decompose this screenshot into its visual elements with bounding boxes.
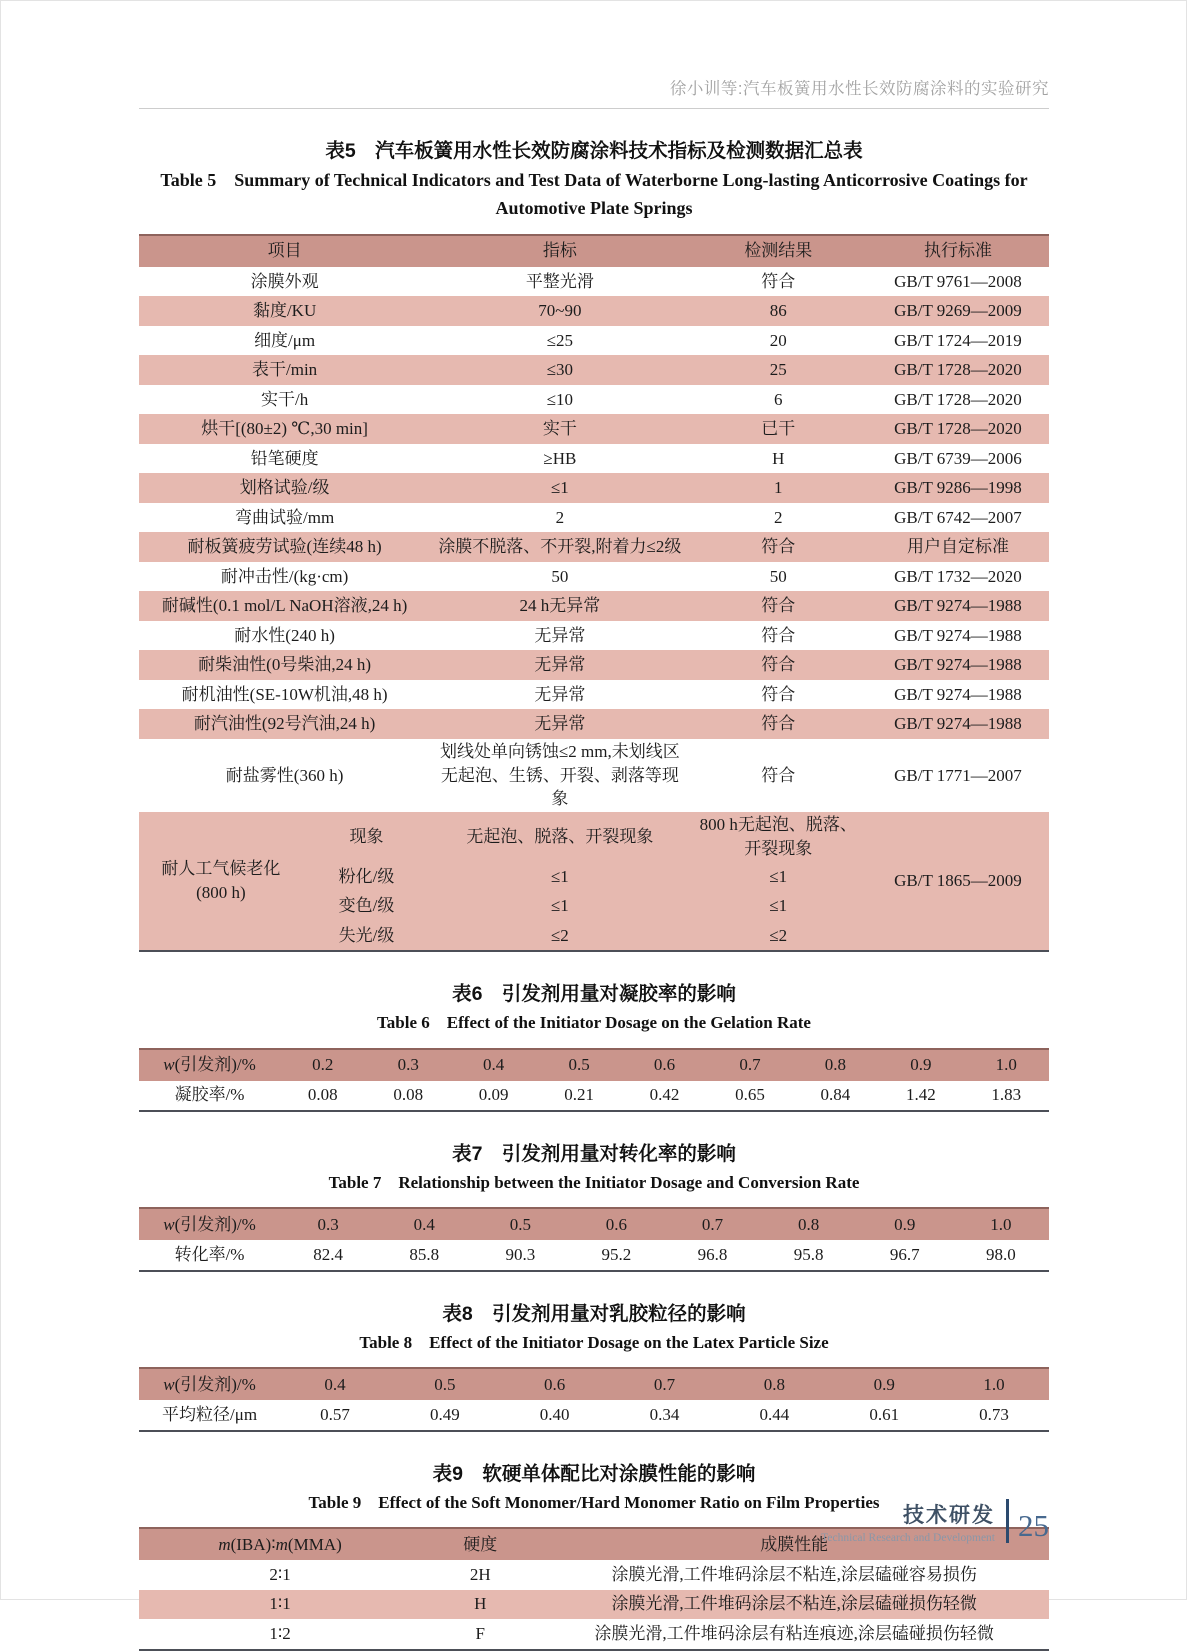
table-cell: 0.8 [761,1208,857,1240]
table-cell: GB/T 9761—2008 [894,271,1022,291]
table-cell: 实干/h [260,389,309,409]
table-cell: GB/T 9286—1998 [867,473,1049,503]
table9 [139,1527,1049,1651]
table-cell: 划格试验/级 [139,473,430,503]
table-cell: 2 [774,507,783,527]
table-cell: 成膜性能 [539,1528,1049,1560]
table-cell: 0.40 [539,1405,570,1425]
table-cell: 无异常 [534,684,586,704]
table-cell: GB/T 6742—2007 [894,507,1022,527]
table-cell: 85.8 [409,1245,440,1265]
table-cell: 1∶2 [269,1623,291,1643]
table-cell: 无异常 [430,650,689,680]
variable-symbol: m [218,1534,231,1554]
table-cell: 0.9 [857,1208,953,1240]
table5-row [139,591,1049,621]
variable-symbol: m [275,1534,288,1554]
table5-row [139,473,1049,503]
table-cell: 1.0 [953,1208,1049,1240]
table-cell: 0.6 [568,1208,664,1240]
table8-header-row [139,1368,1049,1400]
table-cell: ≤25 [546,330,574,350]
table7-title-cn: 表7 引发剂用量对转化率的影响 [452,1143,736,1166]
table-cell: 0.5 [390,1368,500,1400]
table-cell: 硬度 [421,1528,539,1560]
table-cell: ≤2 [690,921,867,952]
table-cell: 1.0 [964,1049,1049,1081]
table-cell: 96.8 [697,1245,728,1265]
table-cell: 0.9 [829,1368,939,1400]
table5-row [139,503,1049,533]
table9-title-cn: 表9 软硬单体配比对涂膜性能的影响 [432,1462,756,1485]
table-cell: ≤10 [546,389,574,409]
table-cell: 0.9 [878,1049,963,1081]
table-cell: F [475,1623,485,1643]
table-cell: 0.65 [735,1085,765,1105]
table5-row [139,326,1049,356]
table-cell: 耐盐雾性(360 h) [225,765,344,785]
table-cell: 1.0 [939,1368,1049,1400]
table-cell: 0.8 [793,1049,878,1081]
table-cell: 0.5 [536,1049,621,1081]
table-cell: 1.42 [905,1085,936,1105]
table-cell: 0.7 [610,1368,720,1400]
table-cell: GB/T 1732—2020 [894,566,1022,586]
table-cell: 涂膜光滑,工件堆码涂层不粘连,涂层磕碰容易损伤 [611,1564,977,1584]
table-cell: 变色/级 [303,891,430,921]
table-cell: 细度/μm [254,330,316,350]
table-cell: 0.7 [664,1208,760,1240]
table-cell: GB/T 9269—2009 [867,296,1049,326]
table-cell: 50 [769,566,787,586]
table-cell: 1 [690,473,867,503]
variable-symbol: w [163,1055,175,1075]
table5-row [139,444,1049,474]
table5-aging-row [139,812,1049,862]
table-cell: 失光/级 [303,921,430,952]
row-header: w(引发剂)/% [139,1368,280,1400]
table-cell: 0.2 [280,1049,365,1081]
table-cell: 0.4 [451,1049,536,1081]
table-cell: 转化率/% [174,1245,245,1265]
column-header: m(IBA)∶m(MMA) [139,1528,421,1560]
table-cell: 铅笔硬度 [250,448,319,468]
table6 [139,1048,1049,1113]
table-cell: 无异常 [534,625,586,645]
table5-row [139,562,1049,592]
table5-row [139,739,1049,812]
table-cell: 划线处单向锈蚀≤2 mm,未划线区无起泡、生锈、开裂、剥落等现象 [439,741,680,809]
table-cell: 符合 [761,271,796,291]
table5 [139,234,1049,952]
table7-data-row [139,1240,1049,1271]
table-cell: 95.8 [793,1245,824,1265]
table-cell: 1.83 [991,1085,1022,1105]
column-header: 执行标准 [867,235,1049,267]
table-cell: 0.21 [564,1085,594,1105]
table-cell: 0.84 [820,1085,851,1105]
table-cell: 涂膜光滑,工件堆码涂层不粘连,涂层磕碰损伤轻微 [539,1590,1049,1620]
table9-title-en: Table 9 Effect of the Soft Monomer/Hard Monomer Ratio on Film Properties [308,1492,880,1512]
table-cell: 0.6 [500,1368,610,1400]
table-cell: GB/T 1771—2007 [894,765,1022,785]
table-cell: 符合 [690,591,867,621]
table-cell: 0.5 [472,1208,568,1240]
table-cell: 粉化/级 [303,862,430,892]
table5-row [139,414,1049,444]
table-cell: 符合 [690,650,867,680]
table-cell: GB/T 1728—2020 [894,389,1022,409]
table-cell: 0.6 [622,1049,707,1081]
table-cell: 0.4 [280,1368,390,1400]
table-cell: 耐柴油性(0号柴油,24 h) [139,650,430,680]
table-cell: GB/T 1728—2020 [867,414,1049,444]
table-cell: 0.42 [649,1085,680,1105]
table5-row [139,621,1049,651]
footer-text [821,1499,995,1544]
table-cell: 2H [469,1564,491,1584]
footer-divider [1006,1499,1009,1543]
table-cell: 耐人工气候老化 (800 h) [139,812,303,951]
table-cell: GB/T 6739—2006 [894,448,1022,468]
table-cell: 耐机油性(SE-10W机油,48 h) [181,684,388,704]
footer-section-cn: 技术研发 [903,1503,995,1527]
table-cell: 耐冲击性/(kg·cm) [220,566,349,586]
table-cell: 0.08 [393,1085,424,1105]
table9-body [139,1528,1049,1650]
table6-data-row [139,1081,1049,1112]
table-cell: 20 [769,330,787,350]
table-cell: 98.0 [986,1245,1016,1265]
table-cell: ≤2 [430,921,689,952]
table-cell: 实干 [430,414,689,444]
table-cell: 82.4 [313,1245,343,1265]
table5-header-row [139,235,1049,267]
table-cell: 黏度/KU [139,296,430,326]
page-number: 25 [1018,1508,1049,1543]
table-cell: 0.08 [307,1085,338,1105]
table-cell: 0.34 [649,1405,680,1425]
table-cell: 800 h无起泡、脱落、开裂现象 [690,812,867,862]
table-cell: 无起泡、脱落、开裂现象 [430,812,689,862]
row-header: w(引发剂)/% [139,1049,280,1081]
row-header: w(引发剂)/% [139,1208,280,1240]
table5-row [139,680,1049,710]
table5-row [139,296,1049,326]
table5-row [139,355,1049,385]
table5-row [139,650,1049,680]
table-cell: 24 h无异常 [430,591,689,621]
table-cell: GB/T 1728—2020 [867,355,1049,385]
table5-body [139,267,1049,951]
table5-row [139,532,1049,562]
variable-symbol: w [163,1374,175,1394]
table-cell: 涂膜光滑,工件堆码涂层有粘连痕迹,涂层磕碰损伤轻微 [594,1623,994,1643]
table-cell: 0.3 [280,1208,376,1240]
table7-header-row [139,1208,1049,1240]
table-cell: 平整光滑 [525,271,594,291]
table-cell: 0.44 [759,1405,790,1425]
table-cell: GB/T 1724—2019 [894,330,1022,350]
table7-body [139,1208,1049,1271]
table-cell: ≤1 [690,862,867,892]
table-cell: 已干 [690,414,867,444]
table-cell: GB/T 1865—2009 [867,812,1049,951]
table-cell: 耐板簧疲劳试验(连续48 h) [139,532,430,562]
table5-row [139,385,1049,415]
variable-symbol: w [163,1215,175,1235]
table6-title-en: Table 6 Effect of the Initiator Dosage on the Gelation Rate [377,1013,811,1033]
page-footer [821,1498,1049,1544]
column-header: 项目 [139,235,430,267]
table-cell: GB/T 9274—1988 [894,684,1022,704]
table-cell: GB/T 9274—1988 [867,591,1049,621]
table-cell: GB/T 9274—1988 [867,709,1049,739]
table-cell: 符合 [690,532,867,562]
column-header: 检测结果 [690,235,867,267]
table-cell: 2 [555,507,565,527]
table-cell: 0.3 [365,1049,450,1081]
table-cell: 1∶1 [139,1590,421,1620]
table-cell: 符合 [690,709,867,739]
running-head-rule [139,108,1049,109]
table-cell: H [421,1590,539,1620]
table5-title-en: Table 5 Summary of Technical Indicators and Test Data of Waterborne Long-lasting Anticorrosive Coatings for Automotive Plate Springs [160,170,1028,218]
table-cell: 0.61 [869,1405,900,1425]
table6-title-cn: 表6 引发剂用量对凝胶率的影响 [452,983,736,1006]
table-cell: 0.8 [719,1368,829,1400]
table-cell: 符合 [761,684,796,704]
table6-body [139,1049,1049,1112]
running-head: 徐小训等:汽车板簧用水性长效防腐涂料的实验研究 [669,80,1049,98]
table-cell: 符合 [761,625,796,645]
table-cell: 无异常 [430,709,689,739]
table-cell: GB/T 9274—1988 [867,650,1049,680]
table-cell: 符合 [761,765,796,785]
table-cell: 0.57 [320,1405,350,1425]
table7 [139,1207,1049,1272]
table7-title-en: Table 7 Relationship between the Initiator Dosage and Conversion Rate [328,1173,860,1193]
table-cell: 耐汽油性(92号汽油,24 h) [139,709,430,739]
table-cell: 90.3 [505,1245,536,1265]
table-cell: 50 [551,566,569,586]
table-cell: H [772,448,785,468]
table5-row [139,267,1049,297]
table-cell: ≤1 [690,891,867,921]
table-cell: 0.4 [376,1208,472,1240]
table-cell: 70~90 [430,296,689,326]
table-cell: ≤30 [430,355,689,385]
table-cell: 95.2 [601,1245,632,1265]
page-content [139,75,1049,1651]
table-cell: ≤1 [430,862,689,892]
table8-data-row [139,1400,1049,1431]
table-cell: 现象 [303,812,430,862]
table-cell: 25 [690,355,867,385]
table-cell: 平均粒径/μm [161,1405,258,1425]
table-cell: 0.7 [707,1049,792,1081]
table-cell: 耐水性(240 h) [234,625,335,645]
table-cell: 凝胶率/% [174,1085,245,1105]
table-cell: 弯曲试验/mm [235,507,335,527]
table8-body [139,1368,1049,1431]
table-cell: 2∶1 [269,1564,291,1584]
table-cell: 0.73 [979,1405,1009,1425]
table-cell: ≤1 [430,473,689,503]
table-cell: 86 [690,296,867,326]
column-header: 指标 [430,235,689,267]
table-cell: 6 [774,389,783,409]
table9-row [139,1619,1049,1650]
table-cell: 涂膜不脱落、不开裂,附着力≤2级 [430,532,689,562]
table-cell: GB/T 9274—1988 [894,625,1022,645]
table-cell: 涂膜外观 [250,271,319,291]
table-cell: 耐碱性(0.1 mol/L NaOH溶液,24 h) [139,591,430,621]
table-cell: ≤1 [430,891,689,921]
table5-row [139,709,1049,739]
footer-section-en: Technical Research and Development [821,1531,995,1544]
table-cell: 表干/min [139,355,430,385]
table9-row [139,1560,1049,1590]
table-cell: 烘干[(80±2) ℃,30 min] [139,414,430,444]
table-cell: ≥HB [543,448,577,468]
table-cell: 96.7 [889,1245,920,1265]
table6-header-row [139,1049,1049,1081]
table5-title-cn: 表5 汽车板簧用水性长效防腐涂料技术指标及检测数据汇总表 [325,140,863,162]
table8-title-cn: 表8 引发剂用量对乳胶粒径的影响 [442,1302,746,1325]
table8 [139,1367,1049,1432]
table-cell: 0.09 [478,1085,509,1105]
table8-title-en: Table 8 Effect of the Initiator Dosage on the Latex Particle Size [359,1332,829,1352]
table9-row [139,1590,1049,1620]
table-cell: 用户自定标准 [867,532,1049,562]
table-cell: 0.49 [429,1405,460,1425]
